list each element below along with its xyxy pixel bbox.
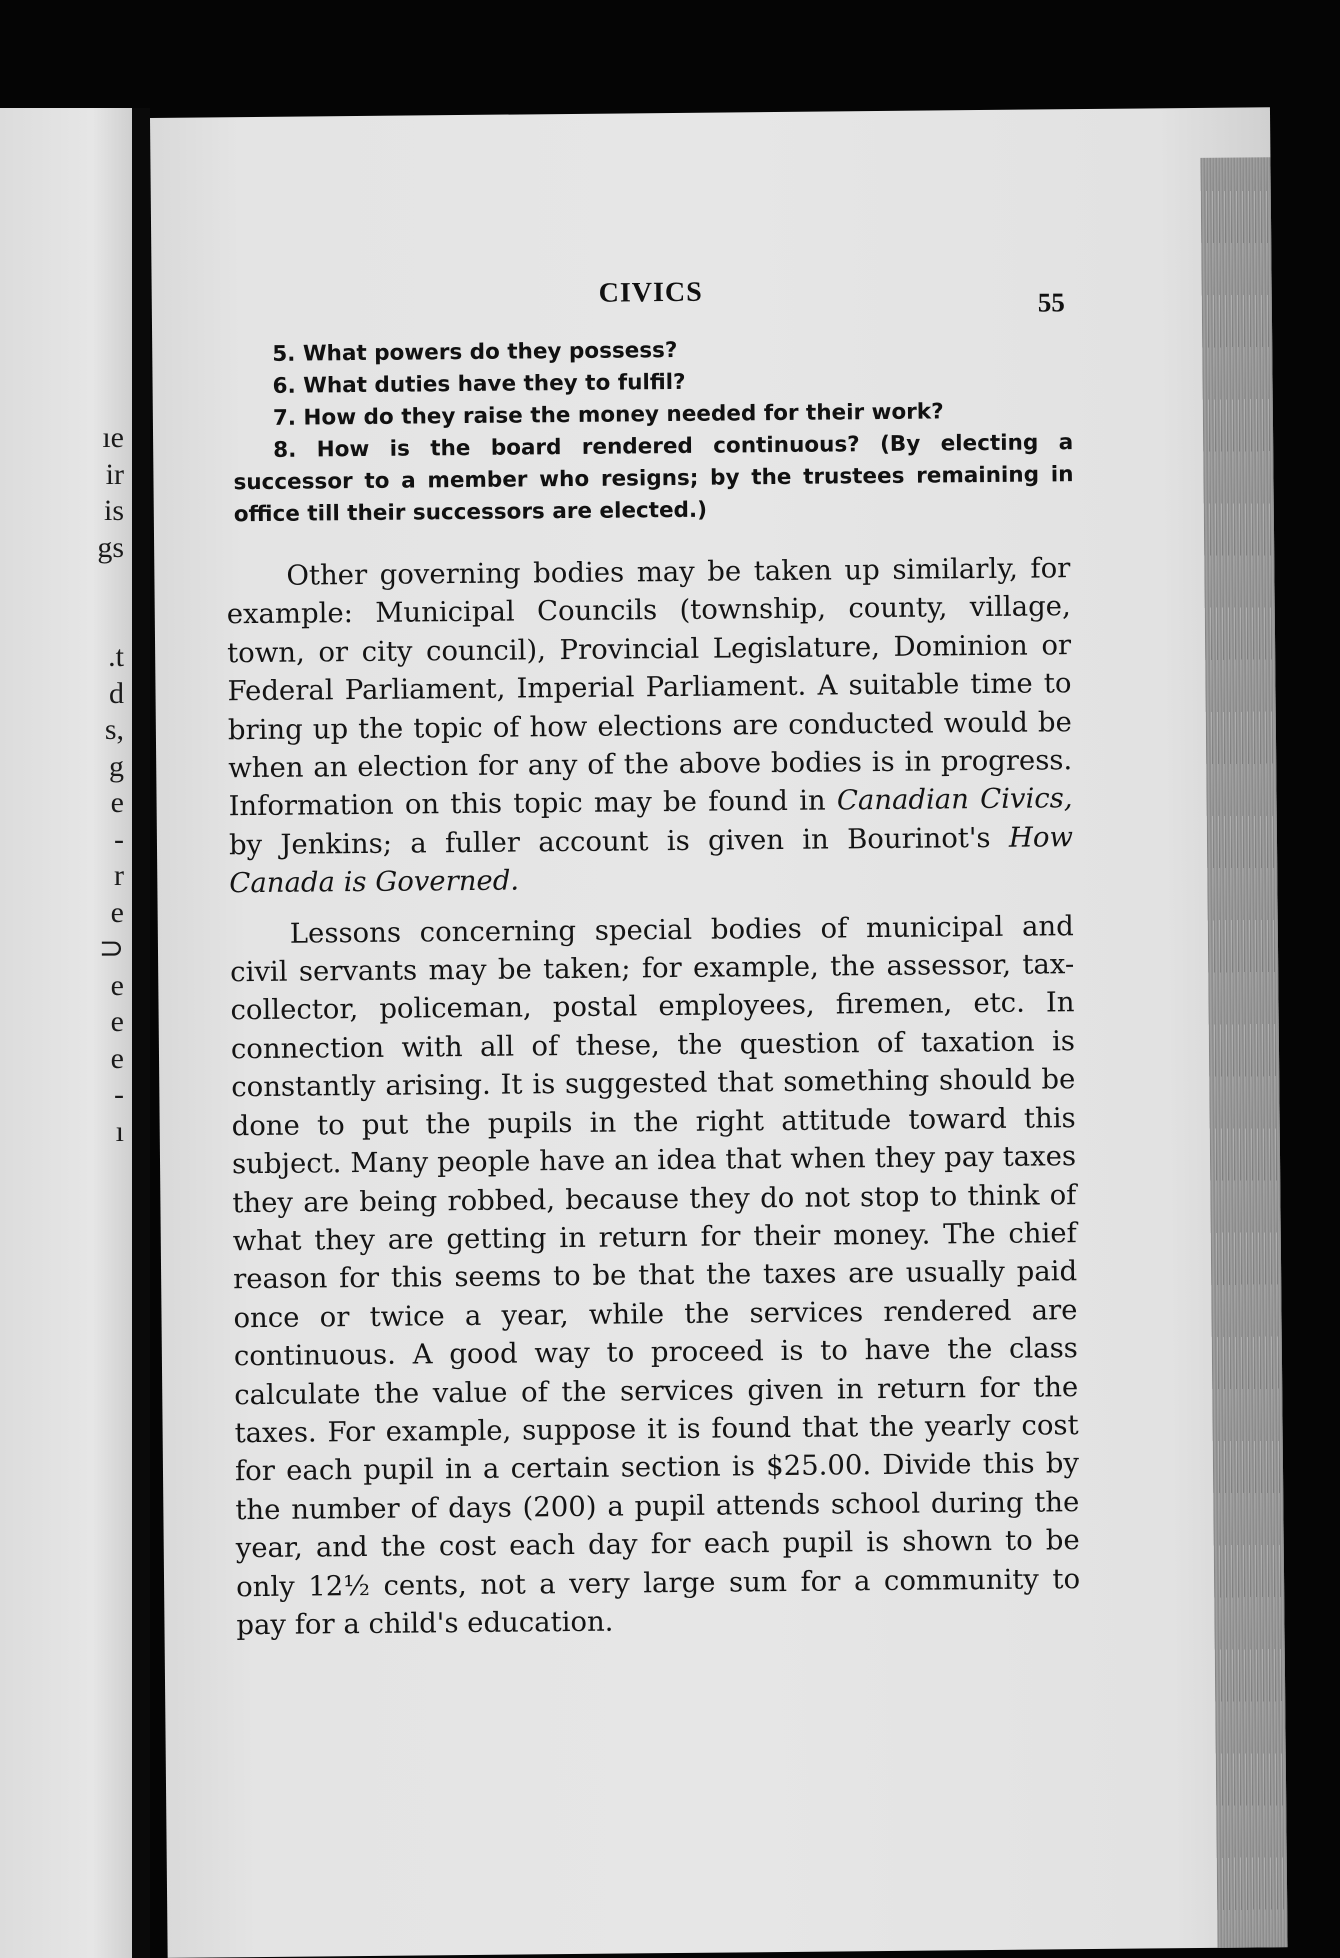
fragment: [97, 603, 124, 640]
fragment: -: [114, 1078, 124, 1111]
previous-page-edge: [0, 108, 132, 1958]
question-item: 8. How is the board rendered continuous? (By electing a successor to a member who resigns; by the trustees remaining in office till their successors are elected.): [233, 430, 1074, 528]
fragment: e: [110, 895, 124, 929]
fragment: e: [110, 786, 124, 819]
fragment: gs: [97, 530, 124, 564]
paragraph-text: by Jenkins; a fuller account is given in Bourinot's: [228, 821, 1010, 862]
body-text: [226, 549, 1081, 1656]
fragment: ıe: [102, 421, 124, 454]
paragraph: [226, 549, 1073, 903]
fragment: s,: [104, 713, 124, 746]
paragraph: Lessons concerning special bodies of municipal and civil servants may be taken; for example, the assessor, tax-collector, policeman, postal employees, firemen, etc. In connection with all of these, the question of taxation is constantly arising. It is suggested that something should be done to put the pupils in the right attitude toward this subject. Many people have an idea that when they pay taxes they are being robbed, because they do not stop to think of what they are getting in return for their money. The chief reason for this seems to be that the taxes are usually paid once or twice a year, while the services rendered are continuous. A good way to proceed is to have the class calculate the value of the services given in return for the taxes. For example, suppose it is found that the yearly cost for each pupil in a certain section is $25.00. Divide this by the number of days (200) a pupil attends school during the year, and the cost each day for each pupil is shown to be only 12½ cents, not a very large sum for a community to pay for a child's education.: [230, 909, 1081, 1642]
question-item: 7. How do they raise the money needed for their work?: [272, 399, 944, 431]
fragment: -: [114, 822, 124, 856]
fragment: r: [114, 859, 124, 892]
book-page: [150, 107, 1288, 1958]
book-title-reference: Canadian Civics,: [836, 782, 1073, 817]
page-header: [152, 272, 1152, 322]
fragment: .t: [108, 640, 124, 673]
book-title-reference: How Canada is Governed.: [229, 821, 1074, 900]
fragment: e: [110, 968, 124, 1002]
fragment: ir: [105, 457, 124, 491]
question-list: [232, 331, 1074, 531]
previous-page-text-fragments: [97, 420, 124, 1150]
fragment: ⊃: [98, 932, 124, 965]
fragment: g: [109, 749, 124, 783]
fragment: is: [103, 494, 124, 527]
running-head: CIVICS: [598, 276, 703, 309]
fragment: e: [110, 1041, 124, 1075]
book-gutter: [132, 108, 150, 1958]
fragment: e: [110, 1005, 124, 1038]
fragment: d: [109, 676, 124, 710]
fragment: [97, 566, 124, 603]
paragraph-text: Other governing bodies may be taken up similarly, for example: Municipal Councils (township, county, village, town, or city council), Provincial Legislature, Dominion or Federal Parliament, Imperial Parliament. A suitable time to bring up the topic of how elections are conducted would be when an election for any of the above bodies is in progress. Information on this topic may be found in: [226, 552, 1073, 823]
question-item: 5. What powers do they possess?: [272, 337, 678, 367]
fragment: ı: [115, 1114, 124, 1148]
page-number: 55: [1037, 287, 1065, 318]
question-item: 6. What duties have they to fulfil?: [272, 369, 686, 399]
page-stack-edge: [1200, 157, 1287, 1948]
